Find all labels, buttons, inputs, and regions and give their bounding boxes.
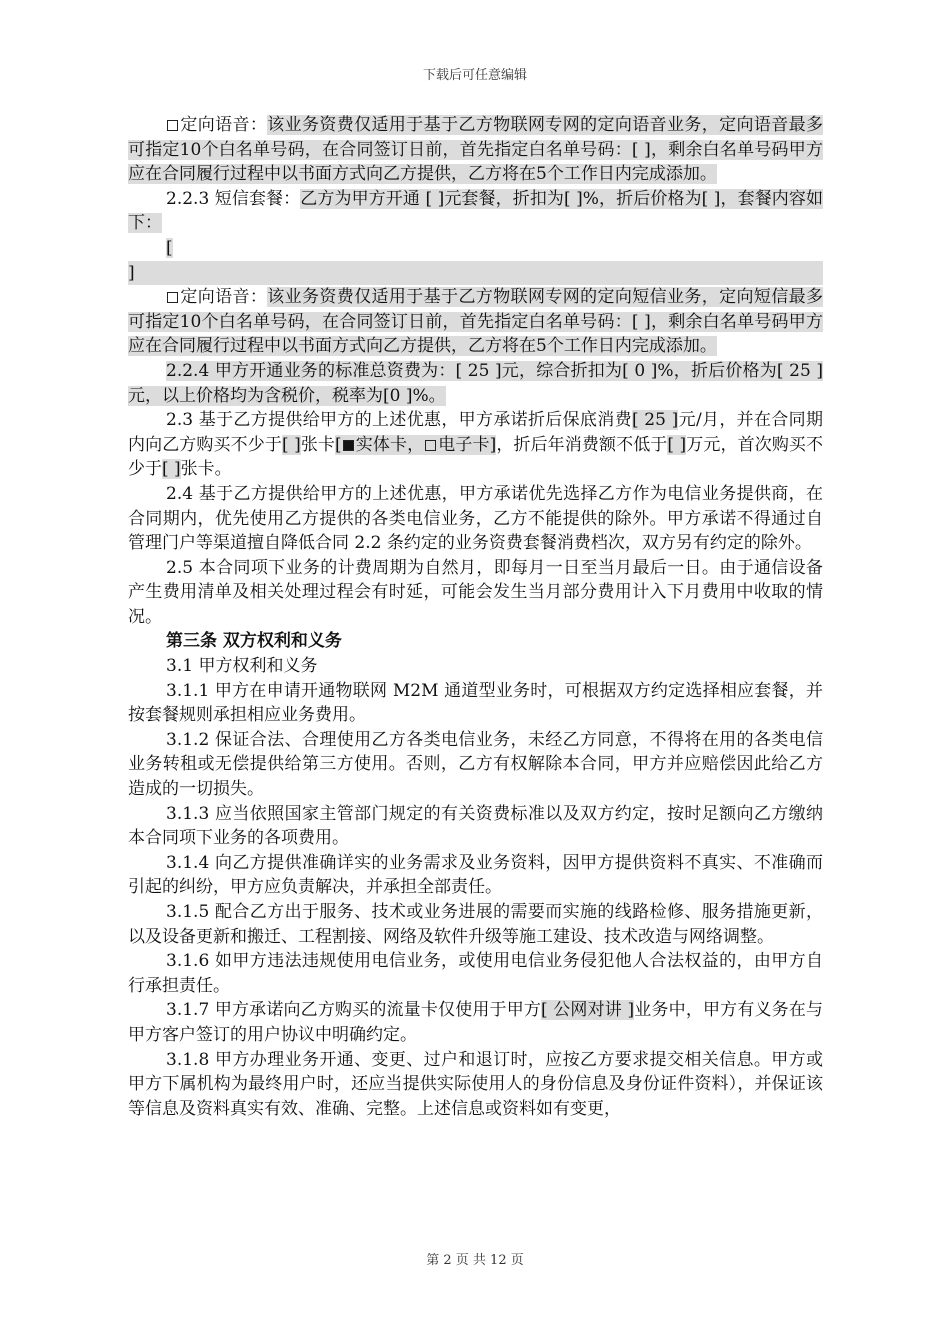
checkbox-icon[interactable]: [167, 292, 178, 303]
clause-lead: 2.2.3 短信套餐：: [166, 188, 301, 209]
clause-text: 3.1.7 甲方承诺向乙方购买的流量卡仅使用于甲方: [166, 1000, 542, 1021]
checkbox-icon[interactable]: [167, 120, 178, 131]
option-e-card: 电子卡]: [438, 434, 497, 455]
package-content-open: [128, 236, 823, 261]
paragraph-standard-fee: [128, 359, 823, 408]
option-physical-card: 实体卡，: [355, 434, 425, 455]
paragraph-3-1-8: 3.1.8 甲方办理业务开通、变更、过户和退订时，应按乙方要求提交相关信息。甲方或甲方下属机构为最终用户时，还应当提供实际使用人的身份信息及身份证件资料），并保证该等信息及资料真实有效、准确、完整。上述信息或资料如有变更，: [128, 1049, 823, 1119]
fill-field: [ ]: [162, 459, 181, 480]
paragraph-3-1-7: [128, 998, 823, 1047]
clause-text: 张卡。: [180, 459, 232, 480]
paragraph-2-5: 2.5 本合同项下业务的计费周期为自然月，即每月一日至当月最后一日。由于通信设备产生费用清单及相关处理过程会有时延，可能会发生当月部分费用计入下月费用中收取的情况。: [128, 557, 823, 627]
paragraph-sms-package: [128, 187, 823, 236]
highlighted-text: 乙方为甲方开通 [ ]元套餐，折扣为[ ]%，折后价格为[ ]，套餐内容如下：: [128, 188, 823, 234]
fill-field: [ ]: [281, 434, 301, 455]
fill-field: [ 公网对讲 ]: [541, 1000, 635, 1021]
blank-fill-field[interactable]: ]: [128, 261, 823, 286]
paragraph-directed-voice: [128, 113, 823, 187]
paragraph-3-1-4: 3.1.4 向乙方提供准确详实的业务需求及业务资料，因甲方提供资料不真实、不准确而引起的纠纷，甲方应负责解决，并承担全部责任。: [128, 852, 823, 898]
paragraph-directed-sms: [128, 285, 823, 359]
checked-checkbox-icon[interactable]: [343, 440, 354, 451]
card-type-field: [335, 435, 496, 455]
paragraph-3-1-3: 3.1.3 应当依照国家主管部门规定的有关资费标准以及双方约定，按时足额向乙方缴纳本合同项下业务的各项费用。: [128, 803, 823, 849]
clause-text: 2.3 基于乙方提供给甲方的上述优惠，甲方承诺折后保底消费: [166, 410, 632, 431]
clause-text: 万元，首次购买不少于: [128, 434, 824, 480]
paragraph-3-1: 3.1 甲方权利和义务: [166, 656, 318, 677]
section-heading: 第三条 双方权利和义务: [166, 631, 342, 652]
clause-text: 业务中，甲方有义务在与甲方客户签订的用户协议中明确约定。: [128, 1000, 823, 1045]
highlighted-text: 该业务资费仅适用于基于乙方物联网专网的定向语音业务，定向语音最多可指定10个白名单号码，在合同签订日前，首先指定白名单号码：[ ]，剩余白名单号码甲方应在合同履行过程中以书面方式向乙方提供，乙方将在5个工作日内完成添加。: [128, 115, 824, 185]
fill-field: [ ]: [667, 434, 687, 455]
option-label: 定向语音：: [180, 115, 268, 135]
paragraph-3-1-5: 3.1.5 配合乙方出于服务、技术或业务进展的需要而实施的线路检修、服务措施更新，以及设备更新和搬迁、工程割接、网络及软件升级等施工建设、技术改造与网络调整。: [128, 902, 823, 947]
page-footer: 第 2 页 共 12 页: [426, 1253, 524, 1268]
paragraph-3-1-2: 3.1.2 保证合法、合理使用乙方各类电信业务，未经乙方同意，不得将在用的各类电信业务转租或无偿提供给第三方使用。否则，乙方有权解除本合同，甲方并应赔偿因此给乙方造成的一切损失。: [128, 729, 823, 800]
clause-text: 元/月，并在合同期内向乙方购买不少于: [128, 410, 823, 455]
paragraph-2-4: 2.4 基于乙方提供给甲方的上述优惠，甲方承诺优先选择乙方作为电信业务提供商，在合同期内，优先使用乙方提供的各类电信业务，乙方不能提供的除外。甲方承诺不得通过自管理门户等渠道擅自降低合同 2.2 条约定的业务资费套餐消费档次，双方另有约定的除外。: [128, 483, 823, 554]
checkbox-icon[interactable]: [425, 440, 436, 451]
package-content-field: [128, 261, 823, 286]
bracket-open: [: [166, 237, 173, 258]
paragraph-3-1-1: 3.1.1 甲方在申请开通物联网 M2M 通道型业务时，可根据双方约定选择相应套餐，并按套餐规则承担相应业务费用。: [128, 680, 823, 726]
highlighted-text: 该业务资费仅适用于基于乙方物联网专网的定向短信业务，定向短信最多可指定10个白名单号码，在合同签订日前，首先指定白名单号码：[ ]，剩余白名单号码甲方应在合同履行过程中以书面方式向乙方提供，乙方将在5个工作日内完成添加。: [128, 287, 824, 357]
document-body: [128, 113, 823, 1121]
fill-field: [ 25 ]: [631, 410, 679, 431]
page-header: 下载后可任意编辑: [422, 68, 527, 83]
bracket-open: [: [335, 434, 342, 455]
clause-text: 张卡: [300, 434, 336, 455]
option-label: 定向语音：: [180, 287, 268, 308]
clause-text: ，折后年消费额不低于: [496, 434, 668, 455]
paragraph-3-1-6: 3.1.6 如甲方违法违规使用电信业务，或使用电信业务侵犯他人合法权益的，由甲方自行承担责任。: [128, 951, 823, 996]
paragraph-min-spend: [128, 408, 823, 482]
highlighted-text: 2.2.4 甲方开通业务的标准总资费为：[ 25 ]元，综合折扣为[ 0 ]%，折后价格为[ 25 ]元，以上价格均为含税价，税率为[0 ]%。: [128, 360, 823, 406]
